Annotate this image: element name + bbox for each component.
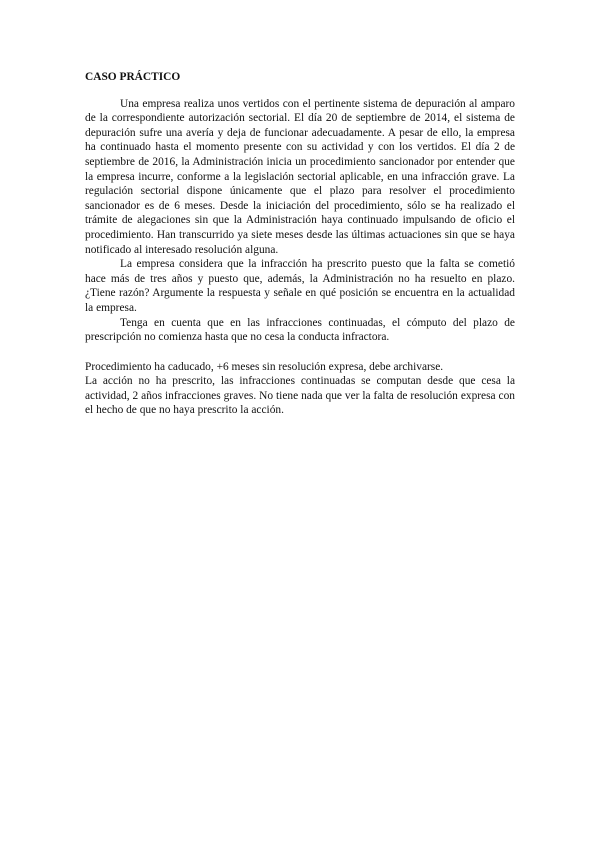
document-page [85,70,515,418]
document-title: CASO PRÁCTICO [85,71,181,83]
answer-line-prescripcion: La acción no ha prescrito, las infracciones continuadas se computan desde que cesa la actividad, 2 años infracciones graves. No tiene nada que ver la falta de resolución expresa con el hecho de que no haya prescrito la acción. [85,375,515,417]
case-paragraph-facts: Una empresa realiza unos vertidos con el pertinente sistema de depuración al amparo de la correspondiente autorización sectorial. El día 20 de septiembre de 2014, el sistema de depuración sufre una avería y deja de funcionar adecuadamente. A pesar de ello, la empresa ha continuado hasta el momento presente con su actividad y con los vertidos. El día 2 de septiembre de 2016, la Administración inicia un procedimiento sancionador por entender que la empresa incurre, conforme a la legislación sectorial aplicable, en una infracción grave. La regulación sectorial dispone únicamente que el plazo para resolver el procedimiento sancionador es de 6 meses. Desde la iniciación del procedimiento, sólo se ha realizado el trámite de alegaciones sin que la Administración haya continuado impulsando de oficio el procedimiento. Han transcurrido ya siete meses desde las últimas actuaciones sin que se haya notificado al interesado resolución alguna. [85,97,515,256]
answers-section [85,360,515,418]
answer-line-caducidad: Procedimiento ha caducado, +6 meses sin resolución expresa, debe archivarse. [85,360,444,373]
case-paragraph-note: Tenga en cuenta que en las infracciones continuadas, el cómputo del plazo de prescripción no comienza hasta que no cesa la conducta infractora. [85,316,515,344]
case-paragraph-question: La empresa considera que la infracción ha prescrito puesto que la falta se cometió hace más de tres años y puesto que, además, la Administración no ha resuelto en plazo. ¿Tiene razón? Argumente la respuesta y señale en qué posición se encuentra en la actualidad la empresa. [85,258,515,314]
